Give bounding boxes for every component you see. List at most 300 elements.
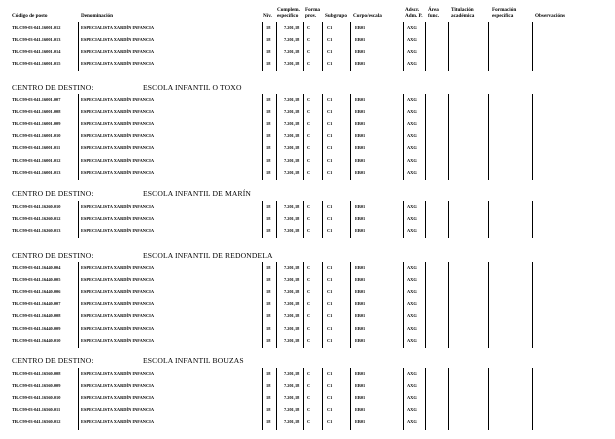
- cell-forma: C: [307, 325, 311, 331]
- cell-corpo: EB01: [355, 228, 366, 234]
- column-divider: [303, 22, 304, 71]
- table-row: [0, 382, 615, 391]
- cell-forma: C: [307, 419, 311, 425]
- column-divider: [448, 22, 449, 71]
- cell-subgrupo: C1: [327, 133, 333, 139]
- cell-adscr: AXG: [407, 97, 417, 102]
- header-subgrupo: Subgrupo: [325, 13, 347, 19]
- cell-adscr: AXG: [407, 37, 417, 43]
- cell-adscr: AXG: [407, 419, 417, 425]
- cell-complemento: 7.201,18: [284, 49, 300, 55]
- table-row: [0, 325, 615, 334]
- cell-subgrupo: C1: [327, 301, 333, 307]
- table-row: [0, 24, 615, 33]
- cell-subgrupo: C1: [327, 228, 333, 234]
- cell-forma: C: [307, 37, 311, 43]
- cell-nivel: 18: [266, 301, 271, 307]
- cell-subgrupo: C1: [327, 37, 333, 43]
- cell-codigo: TR.C99-03-041.16560.010: [12, 395, 61, 401]
- cell-adscr: AXG: [407, 313, 417, 319]
- cell-denominacion: ESPECIALISTA XARDÍN INFANCIA: [81, 49, 155, 55]
- cell-adscr: AXG: [407, 169, 417, 175]
- centro-destino-label: CENTRO DE DESTINO:: [12, 251, 94, 260]
- column-divider: [532, 368, 533, 430]
- column-divider: [425, 94, 426, 180]
- column-divider: [532, 22, 533, 71]
- cell-complemento: 7.201,18: [284, 97, 300, 102]
- cell-nivel: 18: [266, 325, 271, 331]
- cell-subgrupo: C1: [327, 25, 333, 30]
- table-row: [0, 418, 615, 427]
- table-row: [0, 370, 615, 379]
- column-divider: [403, 22, 404, 71]
- cell-complemento: 7.201,18: [284, 371, 300, 376]
- cell-corpo: EB01: [355, 383, 366, 389]
- header-adscr: Adscr. Adm. P.: [405, 7, 423, 19]
- centro-destino-name: ESCOLA INFANTIL DE REDONDELA: [143, 251, 273, 260]
- cell-corpo: EB01: [355, 37, 366, 43]
- header-titulacion: Titulación académica: [451, 7, 475, 19]
- cell-adscr: AXG: [407, 25, 417, 30]
- cell-complemento: 7.201,18: [284, 228, 300, 234]
- cell-corpo: EB01: [355, 49, 366, 55]
- cell-nivel: 18: [266, 121, 271, 127]
- cell-denominacion: ESPECIALISTA XARDÍN INFANCIA: [81, 169, 155, 175]
- header-corpo: Corpo/escala: [353, 13, 382, 19]
- cell-forma: C: [307, 216, 311, 222]
- cell-corpo: EB01: [355, 325, 366, 331]
- cell-nivel: 18: [266, 204, 271, 209]
- cell-codigo: TR.C99-03-041.16001.011: [12, 145, 61, 151]
- cell-complemento: 7.201,18: [284, 157, 300, 163]
- cell-adscr: AXG: [407, 277, 417, 283]
- cell-subgrupo: C1: [327, 371, 333, 376]
- cell-denominacion: ESPECIALISTA XARDÍN INFANCIA: [81, 395, 155, 401]
- table-row: [0, 120, 615, 129]
- centro-destino-name: ESCOLA INFANTIL O TOXO: [143, 83, 242, 92]
- cell-forma: C: [307, 228, 311, 234]
- centro-destino-name: ESCOLA INFANTIL BOUZAS: [143, 356, 244, 365]
- cell-corpo: EB01: [355, 121, 366, 127]
- cell-subgrupo: C1: [327, 383, 333, 389]
- cell-complemento: 7.201,18: [284, 277, 300, 283]
- cell-adscr: AXG: [407, 383, 417, 389]
- cell-adscr: AXG: [407, 216, 417, 222]
- column-divider: [262, 22, 263, 71]
- cell-nivel: 18: [266, 133, 271, 139]
- table-row: [0, 36, 615, 45]
- cell-adscr: AXG: [407, 395, 417, 401]
- column-divider: [303, 201, 304, 238]
- cell-complemento: 7.201,18: [284, 325, 300, 331]
- column-divider: [425, 368, 426, 430]
- column-divider: [322, 262, 323, 348]
- table-row: [0, 96, 615, 105]
- cell-complemento: 7.201,18: [284, 216, 300, 222]
- cell-forma: C: [307, 277, 311, 283]
- cell-denominacion: ESPECIALISTA XARDÍN INFANCIA: [81, 277, 155, 283]
- column-divider: [303, 262, 304, 348]
- cell-corpo: EB01: [355, 407, 366, 413]
- column-divider: [276, 262, 277, 348]
- cell-subgrupo: C1: [327, 145, 333, 151]
- cell-subgrupo: C1: [327, 325, 333, 331]
- column-divider: [322, 22, 323, 71]
- cell-forma: C: [307, 337, 311, 343]
- cell-corpo: EB01: [355, 419, 366, 425]
- header-codigo: Código de posto: [12, 13, 48, 19]
- cell-adscr: AXG: [407, 145, 417, 151]
- cell-forma: C: [307, 145, 311, 151]
- cell-codigo: TR.C99-03-041.16260.010: [12, 204, 61, 209]
- cell-codigo: TR.C99-03-041.16260.012: [12, 216, 61, 222]
- column-divider: [488, 368, 489, 430]
- cell-adscr: AXG: [407, 133, 417, 139]
- cell-codigo: TR.C99-03-041.16001.013: [12, 169, 61, 175]
- column-divider: [448, 201, 449, 238]
- cell-nivel: 18: [266, 228, 271, 234]
- cell-corpo: EB01: [355, 97, 366, 102]
- cell-subgrupo: C1: [327, 109, 333, 115]
- column-divider: [78, 262, 79, 348]
- cell-corpo: EB01: [355, 169, 366, 175]
- cell-forma: C: [307, 109, 311, 115]
- cell-subgrupo: C1: [327, 337, 333, 343]
- column-divider: [78, 368, 79, 430]
- column-divider: [403, 201, 404, 238]
- cell-corpo: EB01: [355, 371, 366, 376]
- cell-corpo: EB01: [355, 395, 366, 401]
- cell-codigo: TR.C99-03-041.16560.011: [12, 407, 61, 413]
- cell-complemento: 7.201,18: [284, 61, 300, 67]
- column-divider: [78, 201, 79, 238]
- cell-denominacion: ESPECIALISTA XARDÍN INFANCIA: [81, 109, 155, 115]
- cell-codigo: TR.C99-03-041.16440.005: [12, 277, 61, 283]
- column-divider: [488, 262, 489, 348]
- column-divider: [78, 22, 79, 71]
- column-divider: [322, 368, 323, 430]
- cell-subgrupo: C1: [327, 395, 333, 401]
- table-row: [0, 337, 615, 346]
- column-divider: [532, 201, 533, 238]
- cell-subgrupo: C1: [327, 97, 333, 102]
- table-row: [0, 276, 615, 285]
- column-divider: [276, 368, 277, 430]
- cell-complemento: 7.201,18: [284, 169, 300, 175]
- cell-subgrupo: C1: [327, 419, 333, 425]
- cell-corpo: EB01: [355, 337, 366, 343]
- cell-complemento: 7.201,18: [284, 204, 300, 209]
- cell-nivel: 18: [266, 216, 271, 222]
- cell-corpo: EB01: [355, 145, 366, 151]
- table-row: [0, 48, 615, 57]
- cell-denominacion: ESPECIALISTA XARDÍN INFANCIA: [81, 301, 155, 307]
- table-row: [0, 108, 615, 117]
- column-divider: [403, 94, 404, 180]
- table-row: [0, 132, 615, 141]
- cell-forma: C: [307, 407, 311, 413]
- cell-forma: C: [307, 61, 311, 67]
- cell-forma: C: [307, 313, 311, 319]
- cell-denominacion: ESPECIALISTA XARDÍN INFANCIA: [81, 337, 155, 343]
- cell-denominacion: ESPECIALISTA XARDÍN INFANCIA: [81, 419, 155, 425]
- cell-denominacion: ESPECIALISTA XARDÍN INFANCIA: [81, 157, 155, 163]
- cell-adscr: AXG: [407, 289, 417, 295]
- cell-codigo: TR.C99-03-041.16560.012: [12, 419, 61, 425]
- cell-forma: C: [307, 121, 311, 127]
- cell-nivel: 18: [266, 49, 271, 55]
- cell-forma: C: [307, 169, 311, 175]
- cell-complemento: 7.201,18: [284, 25, 300, 30]
- cell-complemento: 7.201,18: [284, 301, 300, 307]
- cell-forma: C: [307, 371, 311, 376]
- cell-denominacion: ESPECIALISTA XARDÍN INFANCIA: [81, 313, 155, 319]
- column-divider: [488, 22, 489, 71]
- column-divider: [350, 368, 351, 430]
- cell-complemento: 7.201,18: [284, 313, 300, 319]
- cell-adscr: AXG: [407, 407, 417, 413]
- cell-nivel: 18: [266, 277, 271, 283]
- cell-nivel: 18: [266, 383, 271, 389]
- cell-corpo: EB01: [355, 25, 366, 30]
- cell-nivel: 18: [266, 97, 271, 102]
- table-row: [0, 215, 615, 224]
- header-observacions: Observacións: [535, 13, 565, 19]
- cell-adscr: AXG: [407, 109, 417, 115]
- table-row: [0, 406, 615, 415]
- cell-adscr: AXG: [407, 301, 417, 307]
- cell-denominacion: ESPECIALISTA XARDÍN INFANCIA: [81, 228, 155, 234]
- cell-complemento: 7.201,18: [284, 265, 300, 270]
- cell-nivel: 18: [266, 289, 271, 295]
- header-area: Área func.: [428, 7, 440, 19]
- table-row: [0, 264, 615, 273]
- cell-nivel: 18: [266, 265, 271, 270]
- header-formacion: Formación específica: [492, 7, 517, 19]
- cell-forma: C: [307, 49, 311, 55]
- cell-subgrupo: C1: [327, 265, 333, 270]
- cell-complemento: 7.201,18: [284, 289, 300, 295]
- cell-subgrupo: C1: [327, 61, 333, 67]
- column-divider: [350, 201, 351, 238]
- cell-codigo: TR.C99-03-041.16440.006: [12, 289, 61, 295]
- cell-codigo: TR.C99-03-041.16001.007: [12, 97, 61, 102]
- table-row: [0, 157, 615, 166]
- cell-adscr: AXG: [407, 371, 417, 376]
- column-divider: [403, 262, 404, 348]
- table-row: [0, 144, 615, 153]
- column-divider: [448, 262, 449, 348]
- centro-destino-label: CENTRO DE DESTINO:: [12, 83, 94, 92]
- column-divider: [262, 368, 263, 430]
- cell-corpo: EB01: [355, 265, 366, 270]
- table-row: [0, 227, 615, 236]
- cell-subgrupo: C1: [327, 204, 333, 209]
- cell-codigo: TR.C99-03-041.16440.004: [12, 265, 61, 270]
- cell-denominacion: ESPECIALISTA XARDÍN INFANCIA: [81, 289, 155, 295]
- cell-complemento: 7.201,18: [284, 407, 300, 413]
- cell-codigo: TR.C99-03-041.16440.007: [12, 301, 61, 307]
- table-row: [0, 394, 615, 403]
- cell-denominacion: ESPECIALISTA XARDÍN INFANCIA: [81, 325, 155, 331]
- column-divider: [488, 201, 489, 238]
- column-divider: [488, 94, 489, 180]
- cell-nivel: 18: [266, 157, 271, 163]
- cell-codigo: TR.C99-03-041.16260.013: [12, 228, 61, 234]
- cell-codigo: TR.C99-03-041.16001.015: [12, 61, 61, 67]
- cell-forma: C: [307, 301, 311, 307]
- cell-adscr: AXG: [407, 325, 417, 331]
- cell-nivel: 18: [266, 313, 271, 319]
- cell-codigo: TR.C99-03-041.16440.009: [12, 325, 61, 331]
- cell-codigo: TR.C99-03-041.16440.010: [12, 337, 61, 343]
- table-row: [0, 312, 615, 321]
- cell-complemento: 7.201,18: [284, 383, 300, 389]
- column-divider: [322, 201, 323, 238]
- column-divider: [276, 22, 277, 71]
- cell-adscr: AXG: [407, 49, 417, 55]
- column-divider: [350, 94, 351, 180]
- cell-forma: C: [307, 157, 311, 163]
- cell-subgrupo: C1: [327, 121, 333, 127]
- cell-denominacion: ESPECIALISTA XARDÍN INFANCIA: [81, 371, 155, 376]
- column-divider: [262, 262, 263, 348]
- cell-corpo: EB01: [355, 133, 366, 139]
- cell-adscr: AXG: [407, 61, 417, 67]
- cell-corpo: EB01: [355, 109, 366, 115]
- cell-complemento: 7.201,18: [284, 337, 300, 343]
- column-divider: [425, 22, 426, 71]
- column-divider: [532, 262, 533, 348]
- cell-subgrupo: C1: [327, 169, 333, 175]
- cell-subgrupo: C1: [327, 49, 333, 55]
- cell-corpo: EB01: [355, 216, 366, 222]
- cell-forma: C: [307, 265, 311, 270]
- column-divider: [276, 94, 277, 180]
- cell-corpo: EB01: [355, 277, 366, 283]
- table-row: [0, 60, 615, 69]
- cell-corpo: EB01: [355, 289, 366, 295]
- cell-nivel: 18: [266, 37, 271, 43]
- cell-codigo: TR.C99-03-041.16560.009: [12, 383, 61, 389]
- cell-codigo: TR.C99-03-041.16001.012: [12, 157, 61, 163]
- cell-complemento: 7.201,18: [284, 419, 300, 425]
- cell-nivel: 18: [266, 371, 271, 376]
- centro-destino-label: CENTRO DE DESTINO:: [12, 356, 94, 365]
- cell-corpo: EB01: [355, 204, 366, 209]
- cell-codigo: TR.C99-03-041.16001.012: [12, 25, 61, 30]
- centro-destino-name: ESCOLA INFANTIL DE MARÍN: [143, 189, 252, 198]
- table-row: [0, 288, 615, 297]
- cell-denominacion: ESPECIALISTA XARDÍN INFANCIA: [81, 265, 155, 270]
- cell-complemento: 7.201,18: [284, 395, 300, 401]
- column-divider: [448, 368, 449, 430]
- column-divider: [276, 201, 277, 238]
- cell-complemento: 7.201,18: [284, 109, 300, 115]
- cell-complemento: 7.201,18: [284, 121, 300, 127]
- cell-forma: C: [307, 289, 311, 295]
- column-divider: [350, 22, 351, 71]
- cell-nivel: 18: [266, 337, 271, 343]
- cell-corpo: EB01: [355, 313, 366, 319]
- cell-forma: C: [307, 204, 311, 209]
- cell-denominacion: ESPECIALISTA XARDÍN INFANCIA: [81, 37, 155, 43]
- cell-nivel: 18: [266, 145, 271, 151]
- cell-codigo: TR.C99-03-041.16001.014: [12, 49, 61, 55]
- cell-denominacion: ESPECIALISTA XARDÍN INFANCIA: [81, 145, 155, 151]
- cell-nivel: 18: [266, 407, 271, 413]
- column-divider: [532, 94, 533, 180]
- cell-nivel: 18: [266, 395, 271, 401]
- column-divider: [403, 368, 404, 430]
- cell-forma: C: [307, 97, 311, 102]
- cell-denominacion: ESPECIALISTA XARDÍN INFANCIA: [81, 204, 155, 209]
- column-divider: [303, 94, 304, 180]
- cell-codigo: TR.C99-03-041.16001.009: [12, 121, 61, 127]
- cell-denominacion: ESPECIALISTA XARDÍN INFANCIA: [81, 383, 155, 389]
- cell-forma: C: [307, 133, 311, 139]
- cell-codigo: TR.C99-03-041.16001.010: [12, 133, 61, 139]
- cell-subgrupo: C1: [327, 289, 333, 295]
- header-complemento: Complem. específico: [277, 7, 300, 19]
- cell-nivel: 18: [266, 109, 271, 115]
- table-row: [0, 169, 615, 178]
- cell-codigo: TR.C99-03-041.16560.008: [12, 371, 61, 376]
- cell-denominacion: ESPECIALISTA XARDÍN INFANCIA: [81, 61, 155, 67]
- cell-nivel: 18: [266, 419, 271, 425]
- table-row: [0, 203, 615, 212]
- cell-subgrupo: C1: [327, 407, 333, 413]
- column-divider: [78, 94, 79, 180]
- cell-forma: C: [307, 383, 311, 389]
- cell-codigo: TR.C99-03-041.16440.008: [12, 313, 61, 319]
- cell-corpo: EB01: [355, 61, 366, 67]
- column-divider: [448, 94, 449, 180]
- cell-subgrupo: C1: [327, 277, 333, 283]
- cell-adscr: AXG: [407, 204, 417, 209]
- cell-denominacion: ESPECIALISTA XARDÍN INFANCIA: [81, 121, 155, 127]
- cell-adscr: AXG: [407, 228, 417, 234]
- header-forma: Forma prov.: [305, 7, 320, 19]
- cell-denominacion: ESPECIALISTA XARDÍN INFANCIA: [81, 133, 155, 139]
- column-divider: [425, 262, 426, 348]
- column-divider: [350, 262, 351, 348]
- cell-adscr: AXG: [407, 121, 417, 127]
- cell-subgrupo: C1: [327, 313, 333, 319]
- cell-denominacion: ESPECIALISTA XARDÍN INFANCIA: [81, 216, 155, 222]
- cell-complemento: 7.201,18: [284, 145, 300, 151]
- cell-forma: C: [307, 25, 311, 30]
- cell-denominacion: ESPECIALISTA XARDÍN INFANCIA: [81, 25, 155, 30]
- table-row: [0, 300, 615, 309]
- cell-complemento: 7.201,18: [284, 133, 300, 139]
- cell-complemento: 7.201,18: [284, 37, 300, 43]
- cell-codigo: TR.C99-03-041.16001.008: [12, 109, 61, 115]
- column-divider: [425, 201, 426, 238]
- cell-nivel: 18: [266, 25, 271, 30]
- cell-subgrupo: C1: [327, 216, 333, 222]
- cell-denominacion: ESPECIALISTA XARDÍN INFANCIA: [81, 407, 155, 413]
- cell-corpo: EB01: [355, 157, 366, 163]
- header-nivel: Nív.: [263, 13, 272, 19]
- cell-subgrupo: C1: [327, 157, 333, 163]
- header-denominacion: Denominación: [81, 13, 113, 19]
- cell-nivel: 18: [266, 61, 271, 67]
- column-divider: [262, 201, 263, 238]
- cell-denominacion: ESPECIALISTA XARDÍN INFANCIA: [81, 97, 155, 102]
- cell-adscr: AXG: [407, 157, 417, 163]
- cell-forma: C: [307, 395, 311, 401]
